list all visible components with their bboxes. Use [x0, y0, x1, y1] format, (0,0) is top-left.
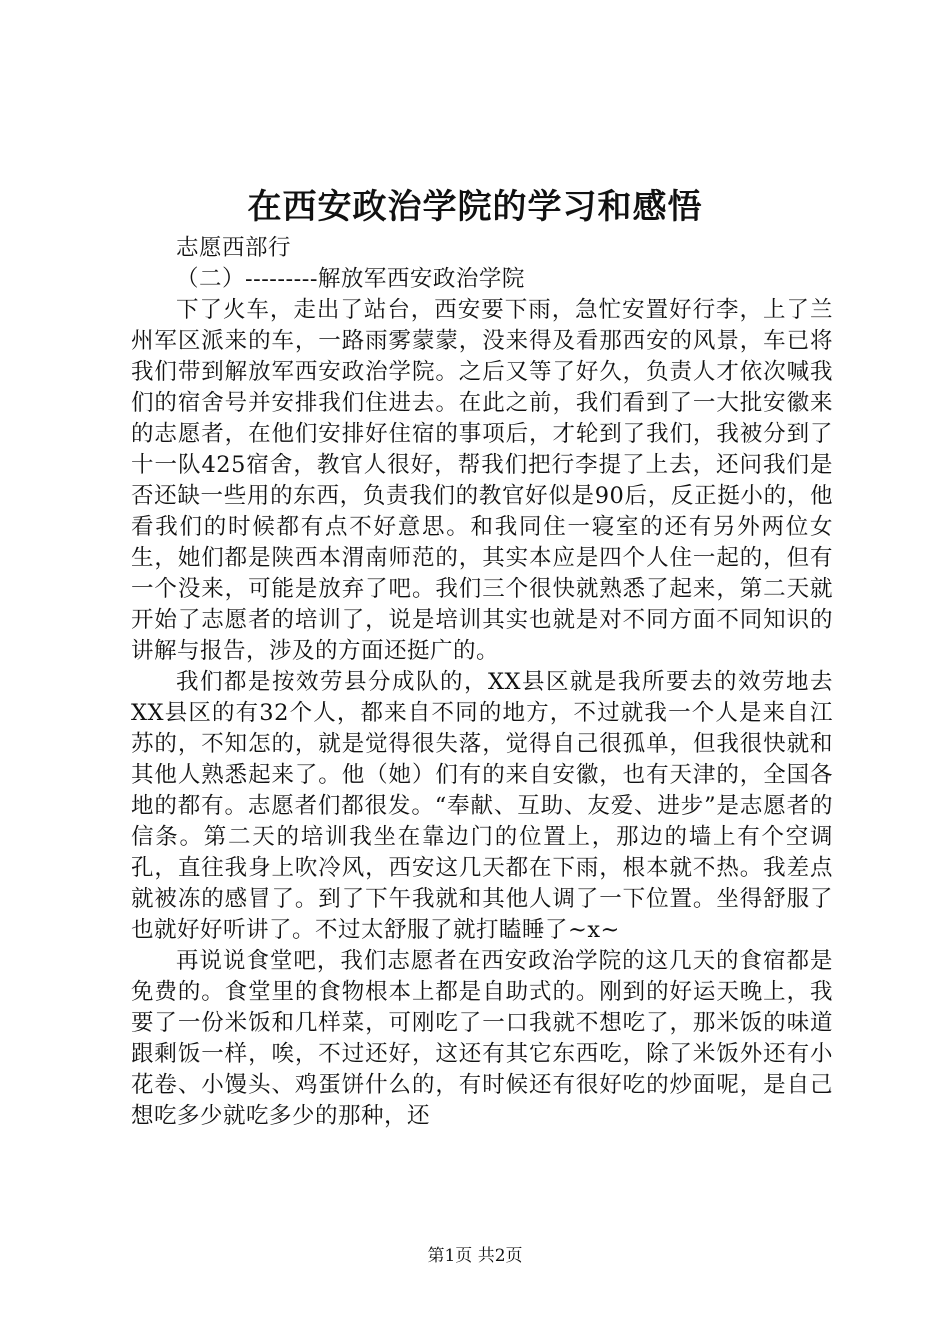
document-title: 在西安政治学院的学习和感悟 [247, 187, 703, 227]
subtitle-line: 志愿西部行 [176, 235, 292, 261]
paragraph-2: 我们都是按效劳县分成队的，XX县区就是我所要去的效劳地去XX县区的有32个人，都来自不同的地方，不过就我一个人是来自江苏的，不知怎的，就是觉得很失落，觉得自己很孤单，但我很快就和其他人熟悉起来了。他（她）们有的来自安徽，也有天津的，全国各地的都有。志愿者们都很发。“奉献、互助、友爱、进步”是志愿者的信条。第二天的培训我坐在靠边门的位置上，那边的墙上有个空调孔，直往我身上吹冷风，西安这几天都在下雨，根本就不热。我差点就被冻的感冒了。到了下午我就和其他人调了一下位置。坐得舒服了也就好好听讲了。不过太舒服了就打瞌睡了~x~ [131, 669, 833, 943]
section-heading: （二）---------解放军西安政治学院 [176, 266, 525, 292]
paragraph-1: 下了火车，走出了站台，西安要下雨，急忙安置好行李，上了兰州军区派来的车，一路雨雾蒙蒙，没来得及看那西安的风景，车已将我们带到解放军西安政治学院。之后又等了好久，负责人才依次喊我们的宿舍号并安排我们住进去。在此之前，我们看到了一大批安徽来的志愿者，在他们安排好住宿的事项后，才轮到了我们，我被分到了十一队425宿舍，教官人很好，帮我们把行李提了上去，还问我们是否还缺一些用的东西，负责我们的教官好似是90后，反正挺小的，他看我们的时候都有点不好意思。和我同住一寝室的还有另外两位女生，她们都是陕西本渭南师范的，其实本应是四个人住一起的，但有一个没来，可能是放弃了吧。我们三个很快就熟悉了起来，第二天就开始了志愿者的培训了，说是培训其实也就是对不同方面不同知识的讲解与报告，涉及的方面还挺广的。 [131, 297, 833, 664]
paragraph-3: 再说说食堂吧，我们志愿者在西安政治学院的这几天的食宿都是免费的。食堂里的食物根本上都是自助式的。刚到的好运天晚上，我要了一份米饭和几样菜，可刚吃了一口我就不想吃了，那米饭的味道跟剩饭一样，唉，不过还好，这还有其它东西吃，除了米饭外还有小花卷、小馒头、鸡蛋饼什么的，有时候还有很好吃的炒面呢，是自己想吃多少就吃多少的那种，还 [131, 948, 833, 1129]
page-footer: 第1页 共2页 [427, 1246, 523, 1266]
document-body [131, 233, 833, 1132]
